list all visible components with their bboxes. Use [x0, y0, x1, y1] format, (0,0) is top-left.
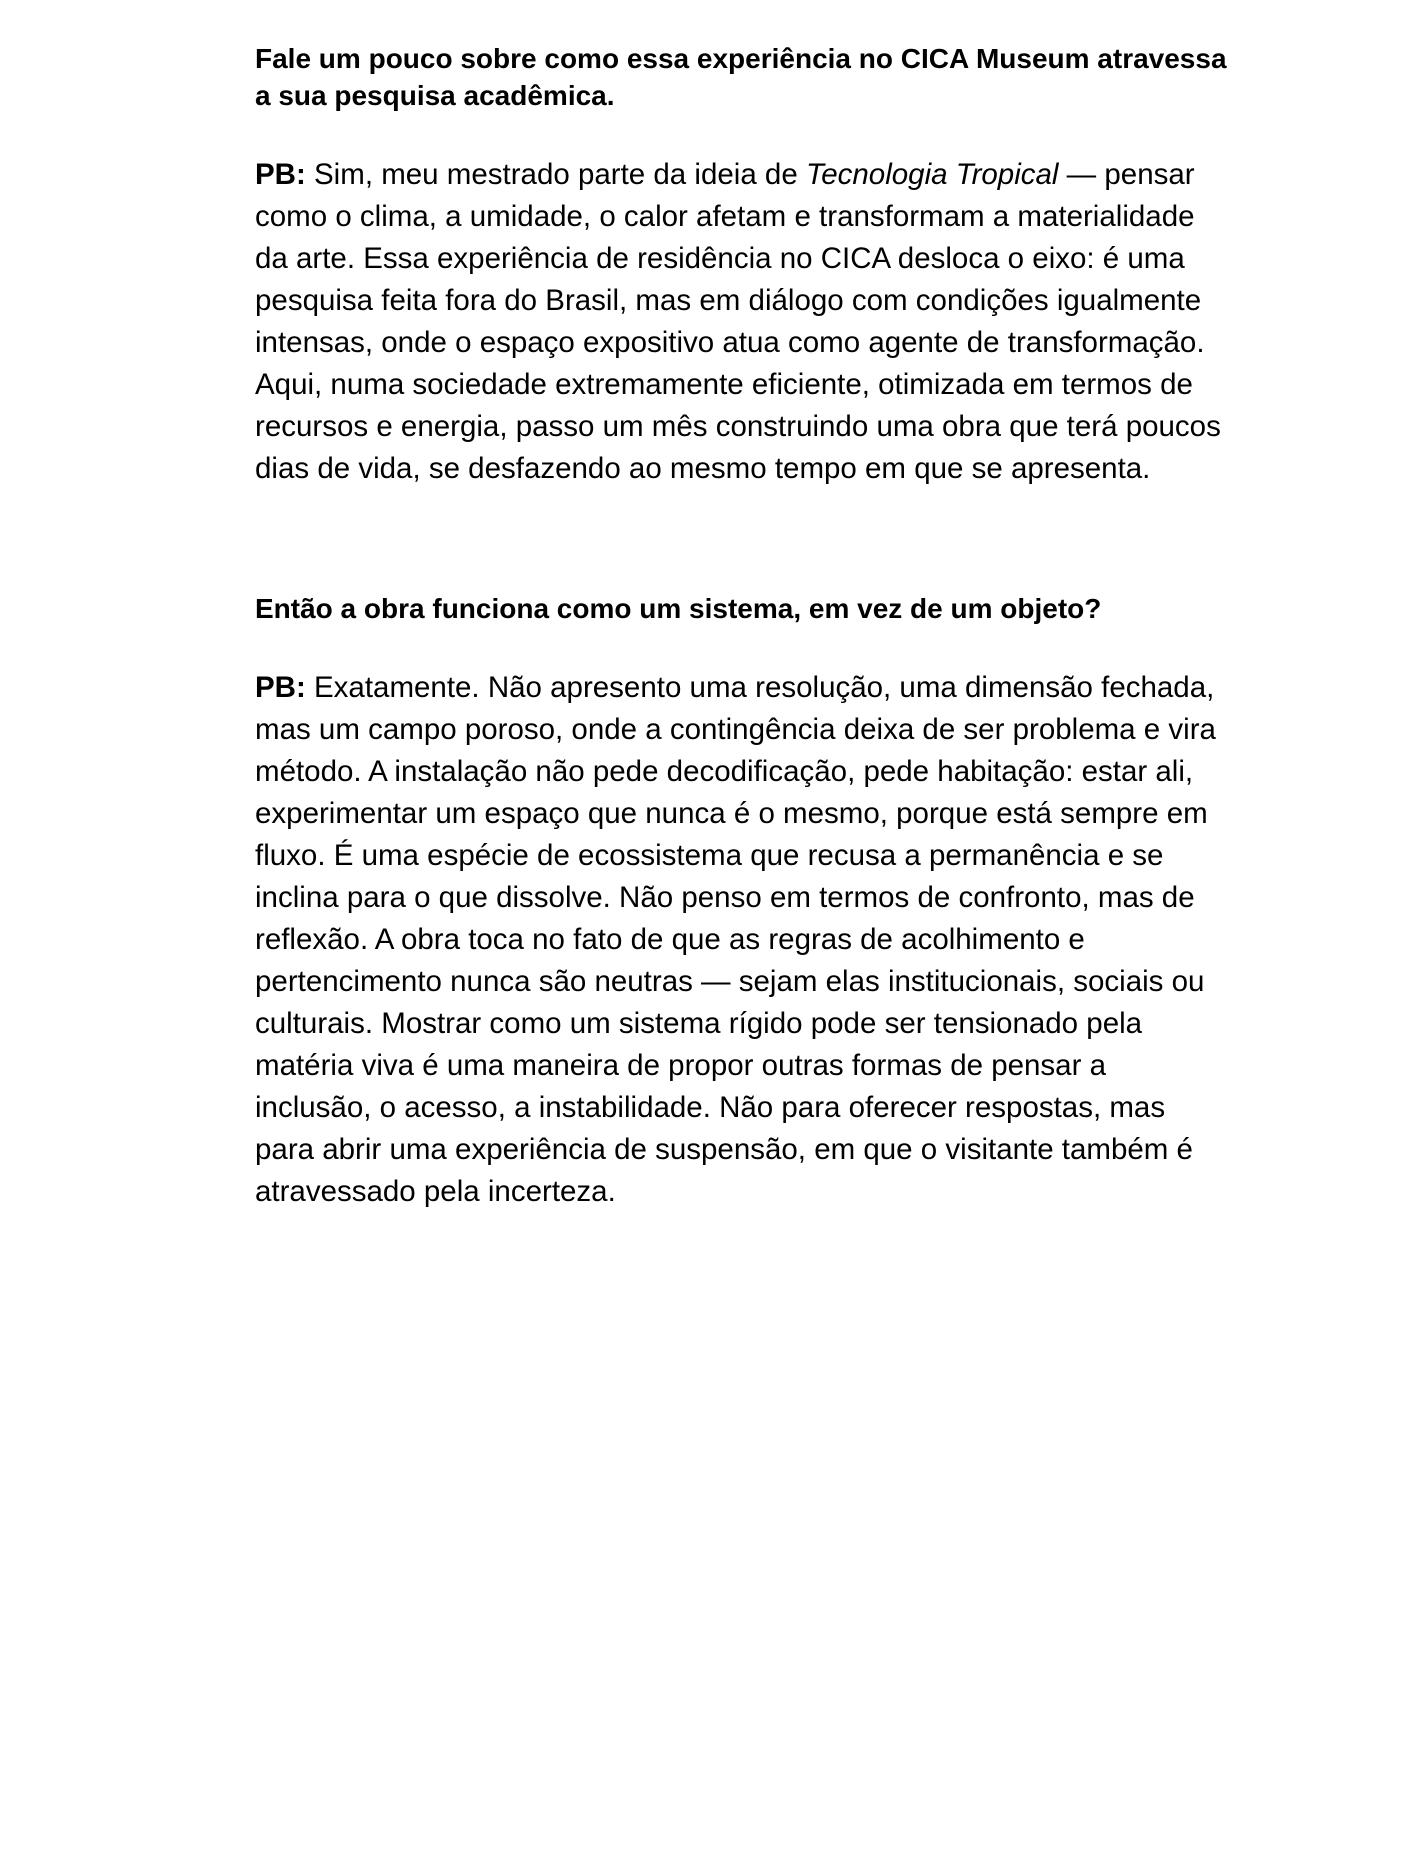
answer-2 [255, 667, 1230, 1213]
question-1: Fale um pouco sobre como essa experiência no CICA Museum atravessa a sua pesquisa acadêmica. [255, 43, 1227, 111]
interview-page [255, 40, 1230, 1213]
answer-1-italic-term: Tecnologia Tropical [805, 158, 1059, 191]
qa-block-1 [255, 40, 1230, 490]
qa-block-2 [255, 590, 1230, 1213]
answer-2-text: Exatamente. Não apresento uma resolução, uma dimensão fechada, mas um campo poroso, onde a contingência deixa de ser problema e vira método. A instalação não pede decodificação, pede habitação: estar ali, experimentar um espaço que nunca é o mesmo, porque está sempre em fluxo. É uma espécie de ecossistema que recusa a permanência e se inclina para o que dissolve. Não penso em termos de confronto, mas de reflexão. A obra toca no fato de que as regras de acolhimento e pertencimento nunca são neutras — sejam elas institucionais, sociais ou culturais. Mostrar como um sistema rígido pode ser tensionado pela matéria viva é uma maneira de propor outras formas de pensar a inclusão, o acesso, a instabilidade. Não para oferecer respostas, mas para abrir uma experiência de suspensão, em que o visitante também é atravessado pela incerteza. [255, 671, 1216, 1208]
speaker-label: PB: [255, 158, 306, 191]
speaker-label: PB: [255, 671, 306, 704]
answer-1-text-start: Sim, meu mestrado parte da ideia de [305, 158, 806, 191]
answer-1 [255, 154, 1230, 490]
answer-1-text-end: — pensar como o clima, a umidade, o calor afetam e transformam a materialidade da arte. Essa experiência de residência no CICA desloca o eixo: é uma pesquisa feita fora do Brasil, mas em diálogo com condições igualmente intensas, onde o espaço expositivo atua como agente de transformação. Aqui, numa sociedade extremamente eficiente, otimizada em termos de recursos e energia, passo um mês construindo uma obra que terá poucos dias de vida, se desfazendo ao mesmo tempo em que se apresenta. [255, 158, 1221, 485]
question-2: Então a obra funciona como um sistema, em vez de um objeto? [255, 593, 1102, 624]
